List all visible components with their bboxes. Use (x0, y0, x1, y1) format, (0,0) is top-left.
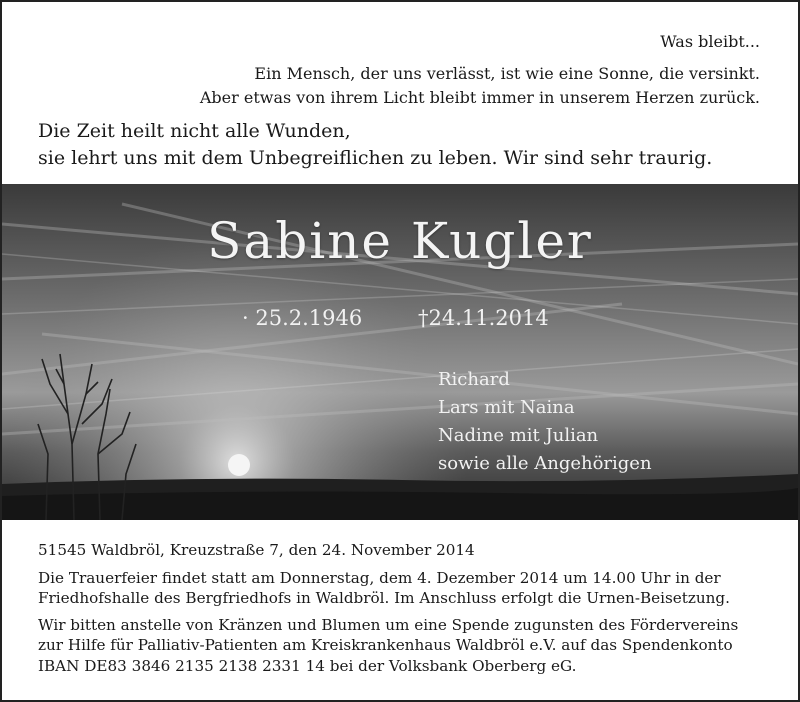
mourner-name: Lars mit Naina (438, 397, 575, 418)
donation-request: Wir bitten anstelle von Kränzen und Blumen um eine Spende zugunsten des Fördervereins zur Hilfe für Palliativ-Patienten am Kreiskrankenhaus Waldbröl e.V. auf das Spendenkonto IBAN DE83 3846 2135 2138 2331 14 bei der Volksbank Oberberg eG. (38, 615, 739, 675)
poem-quote (200, 30, 760, 110)
birth-date: · 25.2.1946 (242, 306, 363, 330)
poem-line: Ein Mensch, der uns verlässt, ist wie eine Sonne, die versinkt. (254, 64, 760, 83)
poem-line: Aber etwas von ihrem Licht bleibt immer in unserem Herzen zurück. (199, 88, 760, 107)
mourner-name: Nadine mit Julian (438, 425, 599, 446)
mourner-name: Richard (438, 369, 510, 390)
mourner-name: sowie alle Angehörigen (438, 453, 652, 474)
mourners-list (438, 366, 652, 478)
deceased-name: Sabine Kugler (207, 212, 593, 270)
poem-title: Was bleibt... (660, 32, 760, 51)
place-date: 51545 Waldbröl, Kreuzstraße 7, den 24. November 2014 (38, 541, 475, 559)
lead-line: Die Zeit heilt nicht alle Wunden, (38, 120, 351, 142)
death-date: †24.11.2014 (418, 306, 549, 330)
lead-statement (38, 118, 712, 172)
lead-line: sie lehrt uns mit dem Unbegreiflichen zu leben. Wir sind sehr traurig. (38, 147, 713, 169)
frame-border-top (0, 0, 800, 2)
ceremony-info: Die Trauerfeier findet statt am Donnerstag, dem 4. Dezember 2014 um 14.00 Uhr in der Friedhofshalle des Bergfriedhofs in Waldbröl. Im Anschluss erfolgt die Urnen-Beisetzung. (38, 568, 730, 607)
notice-details (38, 540, 762, 682)
